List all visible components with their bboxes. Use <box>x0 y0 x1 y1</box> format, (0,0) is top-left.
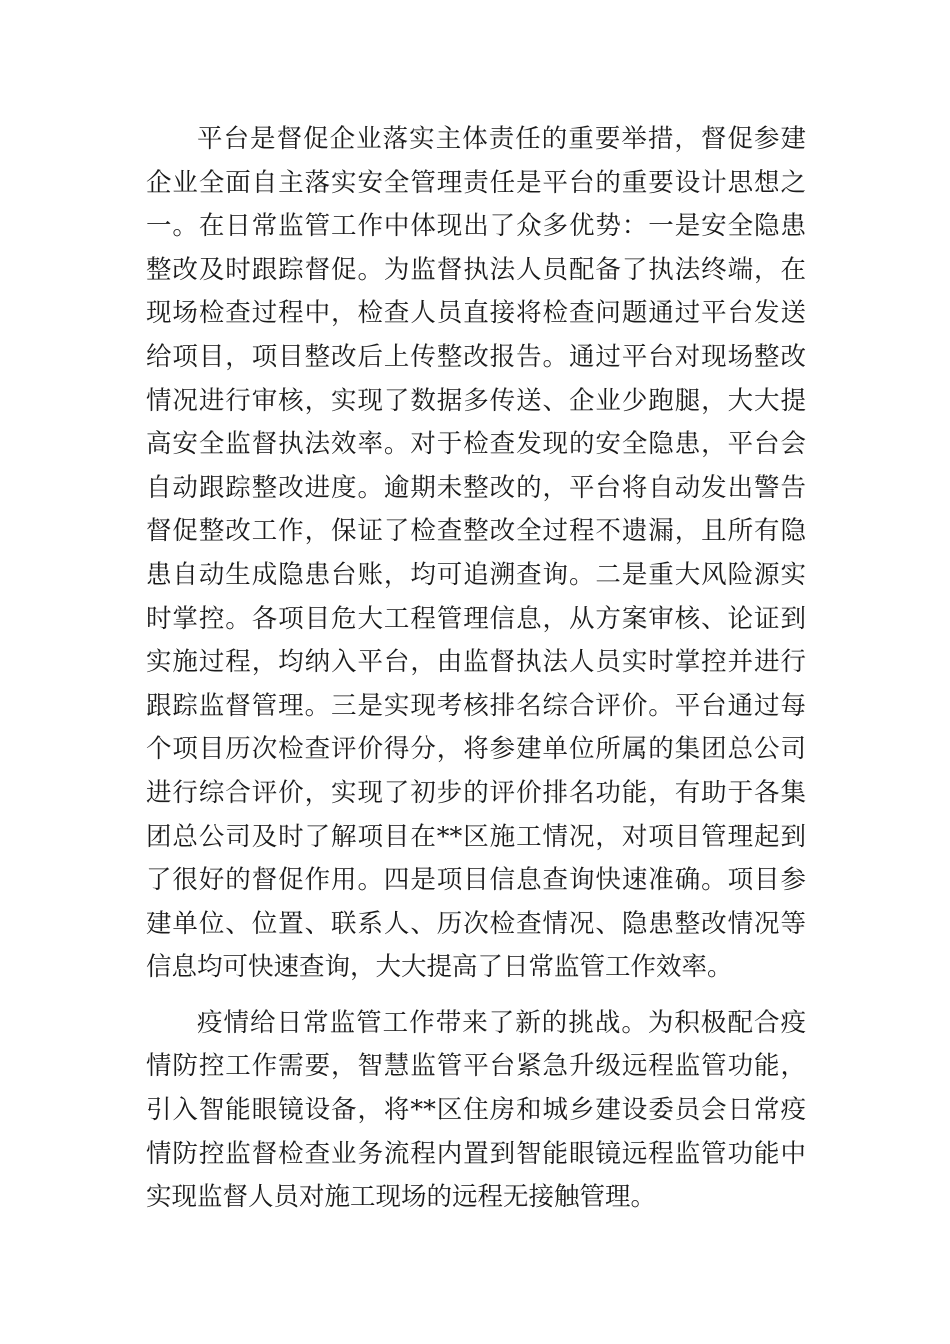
paragraph-epidemic-remote-supervision: 疫情给日常监管工作带来了新的挑战。为积极配合疫情防控工作需要，智慧监管平台紧急升级远程监管功能，引入智能眼镜设备，将**区住房和城乡建设委员会日常疫情防控监督检查业务流程内置到智能眼镜远程监管功能中实现监督人员对施工现场的远程无接触管理。 <box>146 1007 806 1213</box>
paragraph-platform-advantages: 平台是督促企业落实主体责任的重要举措，督促参建企业全面自主落实安全管理责任是平台的重要设计思想之一。在日常监管工作中体现出了众多优势：一是安全隐患整改及时跟踪督促。为监督执法人员配备了执法终端，在现场检查过程中，检查人员直接将检查问题通过平台发送给项目，项目整改后上传整改报告。通过平台对现场整改情况进行审核，实现了数据多传送、企业少跑腿，大大提高安全监督执法效率。对于检查发现的安全隐患，平台会自动跟踪整改进度。逾期未整改的，平台将自动发出警告督促整改工作，保证了检查整改全过程不遗漏，且所有隐患自动生成隐患台账，均可追溯查询。二是重大风险源实时掌控。各项目危大工程管理信息，从方案审核、论证到实施过程，均纳入平台，由监督执法人员实时掌控并进行跟踪监督管理。三是实现考核排名综合评价。平台通过每个项目历次检查评价得分，将参建单位所属的集团总公司进行综合评价，实现了初步的评价排名功能，有助于各集团总公司及时了解项目在**区施工情况，对项目管理起到了很好的督促作用。四是项目信息查询快速准确。项目参建单位、位置、联系人、历次检查情况、隐患整改情况等信息均可快速查询，大大提高了日常监管工作效率。 <box>146 124 806 983</box>
document-body <box>146 118 806 1220</box>
